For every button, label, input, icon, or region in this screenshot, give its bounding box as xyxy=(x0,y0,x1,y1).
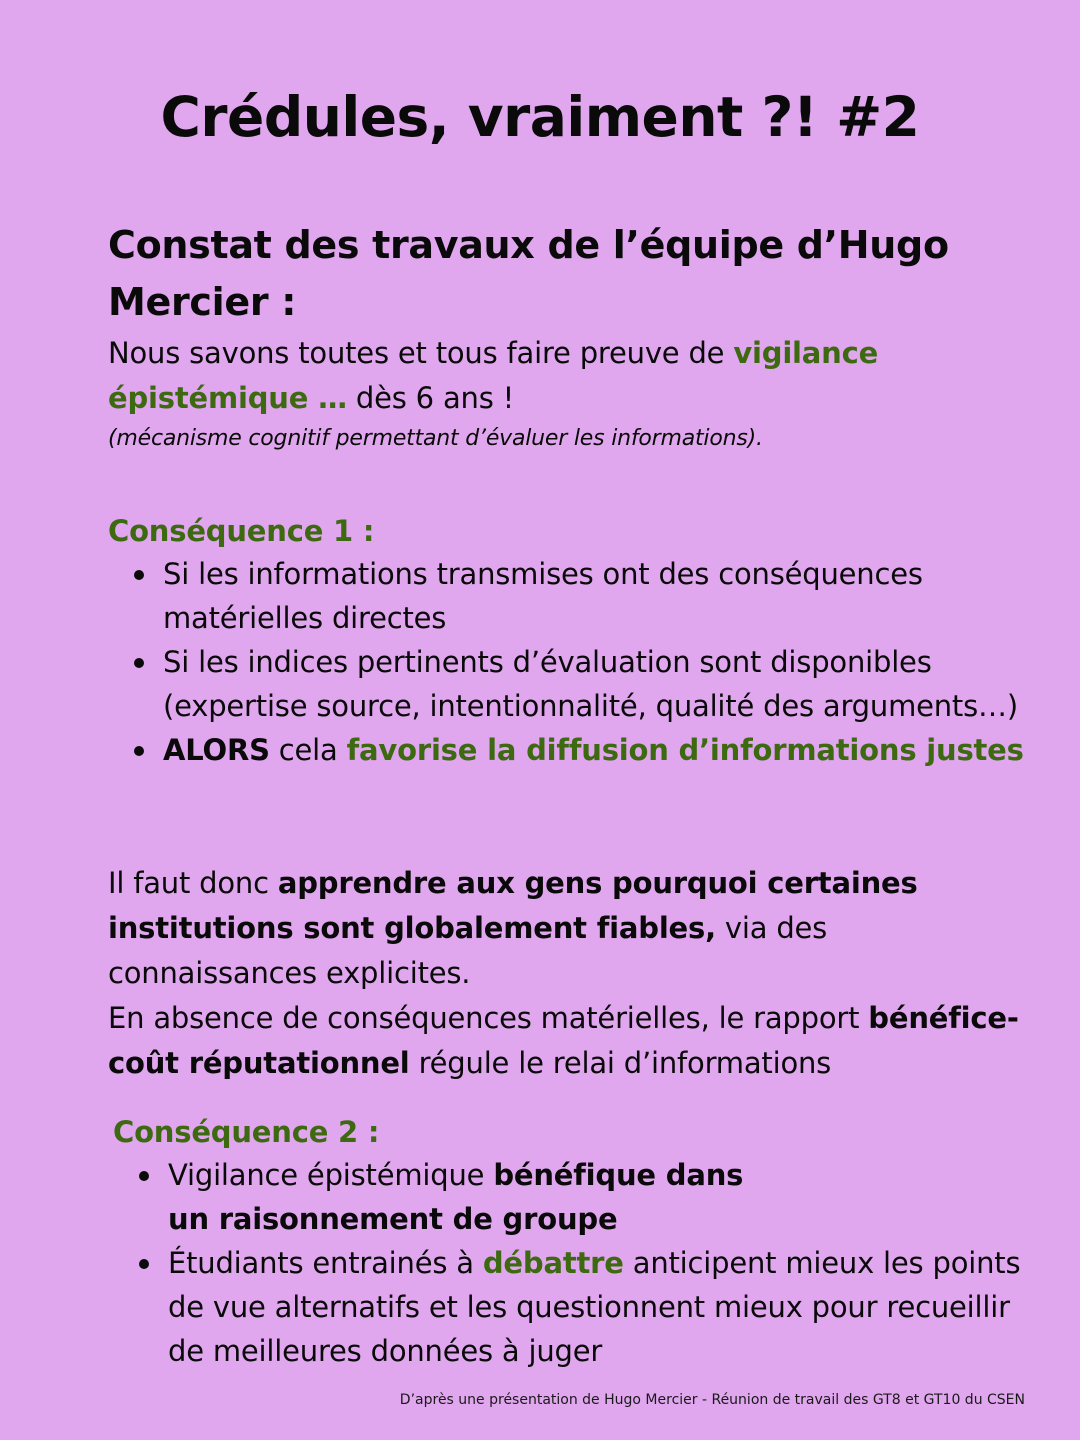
paragraph-2-start: En absence de conséquences matérielles, le rapport xyxy=(108,1001,869,1035)
page-title: Crédules, vraiment ?! #2 xyxy=(160,85,920,149)
source-footer: D’après une présentation de Hugo Mercier - Réunion de travail des GT8 et GT10 du CSEN xyxy=(399,1392,1025,1408)
consequence-1-heading: Conséquence 1 : xyxy=(108,514,375,548)
paragraph-1-start: Il faut donc xyxy=(108,866,278,900)
list-item-text: Si les informations transmises ont des conséquences matérielles directes xyxy=(163,557,923,635)
bullet-icon xyxy=(134,746,144,756)
paragraph-2-bold: bénéfice-coût réputationnel xyxy=(108,1001,1019,1080)
paragraph-2-end: régule le relai d’informations xyxy=(409,1046,832,1080)
consequence-1-section xyxy=(108,510,1038,772)
paragraph-1 xyxy=(108,861,1038,996)
constat-heading: Constat des travaux de l’équipe d’Hugo Mercier : xyxy=(108,223,949,324)
bullet-icon xyxy=(139,1171,149,1181)
list-item-text: Si les indices pertinents d’évaluation sont disponibles (expertise source, intentionnalité, qualité des arguments…) xyxy=(163,645,1018,723)
constat-section xyxy=(108,217,1038,457)
list-item-text: Vigilance épistémique xyxy=(168,1158,494,1192)
consequence-2-heading: Conséquence 2 : xyxy=(113,1115,380,1149)
consequence-2-list xyxy=(113,1153,1043,1373)
list-item xyxy=(108,728,1038,772)
consequence-2-bold: bénéfique dans un raisonnement de groupe xyxy=(168,1158,744,1236)
conclusion-paragraph xyxy=(108,861,1038,1086)
bullet-icon xyxy=(134,658,144,668)
bullet-icon xyxy=(139,1259,149,1269)
alors-keyword: ALORS xyxy=(163,733,270,767)
debattre-highlight: débattre xyxy=(482,1246,624,1280)
bullet-icon xyxy=(134,570,144,580)
constat-text-end: dès 6 ans ! xyxy=(346,381,515,415)
constat-text-start: Nous savons toutes et tous faire preuve de xyxy=(108,336,734,370)
constat-highlight: vigilance épistémique … xyxy=(108,336,879,415)
list-item-text: Étudiants entrainés à xyxy=(168,1246,483,1280)
consequence-1-conclusion: favorise la diffusion d’informations justes xyxy=(346,733,1024,767)
list-item xyxy=(108,640,1038,728)
constat-note: (mécanisme cognitif permettant d’évaluer les informations). xyxy=(108,426,763,451)
list-item-text: cela xyxy=(269,733,347,767)
consequence-1-list xyxy=(108,552,1038,772)
list-item xyxy=(108,552,1038,640)
consequence-2-section xyxy=(113,1111,1043,1373)
paragraph-2 xyxy=(108,996,1038,1086)
constat-text xyxy=(108,331,1038,421)
list-item xyxy=(113,1153,1043,1241)
paragraph-1-bold: apprendre aux gens pourquoi certaines institutions sont globalement fiables, xyxy=(108,866,918,945)
list-item-text-end: anticipent mieux les points de vue alternatifs et les questionnent mieux pour recueillir de meilleures données à juger xyxy=(168,1246,1021,1368)
list-item xyxy=(113,1241,1043,1373)
paragraph-1-end: via des connaissances explicites. xyxy=(108,911,828,990)
